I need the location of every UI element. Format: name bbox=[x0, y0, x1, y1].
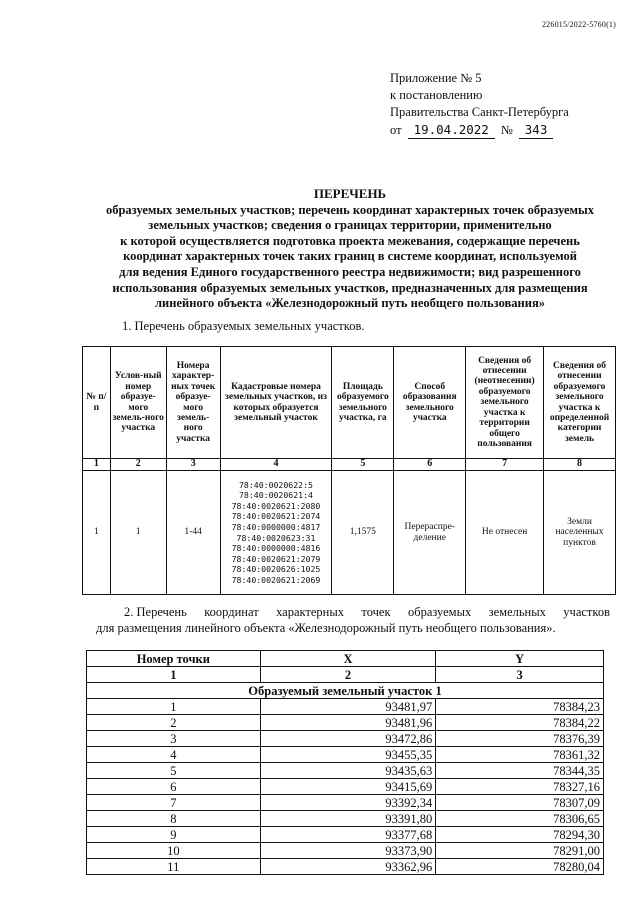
table-header-row bbox=[83, 347, 616, 459]
column-number: 3 bbox=[166, 459, 220, 471]
section-2-title bbox=[96, 604, 610, 636]
title-line: к которой осуществляется подготовка проекта межевания, содержащие перечень bbox=[120, 233, 580, 248]
y-value: 78306,65 bbox=[436, 811, 604, 827]
title-word: характерных bbox=[276, 605, 345, 619]
title-line: линейного объекта «Железнодорожный путь необщего пользования» bbox=[155, 296, 545, 311]
header-cell: Кадастровые номера земельных участков, из которых образуется земельный участок bbox=[220, 347, 332, 459]
point-number: 6 bbox=[87, 779, 261, 795]
title-word: земельных bbox=[488, 605, 546, 619]
y-value: 78361,32 bbox=[436, 747, 604, 763]
table-row bbox=[87, 859, 604, 875]
appendix-block bbox=[390, 70, 569, 139]
y-value: 78291,00 bbox=[436, 843, 604, 859]
x-value: 93481,96 bbox=[260, 715, 436, 731]
title-word: участков bbox=[563, 605, 610, 619]
y-value: 78344,35 bbox=[436, 763, 604, 779]
table-row bbox=[87, 811, 604, 827]
title-word: образуемых bbox=[407, 605, 472, 619]
column-number: 6 bbox=[394, 459, 466, 471]
table-row bbox=[87, 827, 604, 843]
section-1-title: 1. Перечень образуемых земельных участков. bbox=[122, 319, 365, 333]
section-2-line-2: для размещения линейного объекта «Железнодорожный путь необщего пользования». bbox=[96, 621, 556, 635]
cadastral-list bbox=[220, 471, 332, 595]
table-row bbox=[87, 715, 604, 731]
header-cell: № п/п bbox=[83, 347, 111, 459]
x-value: 93472,86 bbox=[260, 731, 436, 747]
x-value: 93435,63 bbox=[260, 763, 436, 779]
header-cell: Сведения об отнесении (неотнесении) образуемого земельного участка к территории общего пользования bbox=[466, 347, 544, 459]
formation-method: Перераспре-деление bbox=[394, 471, 466, 595]
x-value: 93373,90 bbox=[260, 843, 436, 859]
table-row bbox=[87, 843, 604, 859]
cadastral-number: 78:40:0020623:31 bbox=[236, 532, 316, 543]
point-number: 2 bbox=[87, 715, 261, 731]
number-label: № bbox=[500, 123, 513, 137]
point-number: 10 bbox=[87, 843, 261, 859]
x-value: 93391,80 bbox=[260, 811, 436, 827]
table-row bbox=[87, 699, 604, 715]
resolution-date: 19.04.2022 bbox=[408, 121, 495, 139]
point-number: 9 bbox=[87, 827, 261, 843]
coordinates-table bbox=[86, 650, 604, 875]
column-number: 2 bbox=[260, 667, 436, 683]
title-word: точек bbox=[361, 605, 391, 619]
column-number: 5 bbox=[332, 459, 394, 471]
section-2-line-1 bbox=[96, 604, 610, 620]
point-number: 5 bbox=[87, 763, 261, 779]
header-cell: Номера характер-ных точек образуе-мого земель-ного участка bbox=[166, 347, 220, 459]
y-value: 78384,23 bbox=[436, 699, 604, 715]
y-value: 78307,09 bbox=[436, 795, 604, 811]
cadastral-number: 78:40:0020626:1025 bbox=[231, 564, 321, 575]
header-cell: Способ образования земельного участка bbox=[394, 347, 466, 459]
header-cell: Услов-ный номер образуе-мого земель-ного участка bbox=[110, 347, 166, 459]
point-number: 8 bbox=[87, 811, 261, 827]
title-word: координат bbox=[204, 605, 259, 619]
appendix-resolution: к постановлению bbox=[390, 88, 483, 102]
cadastral-number: 78:40:0020621:2069 bbox=[231, 574, 321, 585]
point-number: 1 bbox=[87, 699, 261, 715]
title-line: использования образуемых земельных участков, предназначенных для размещения bbox=[112, 280, 588, 295]
table-row bbox=[87, 795, 604, 811]
cadastral-number: 78:40:0000000:4816 bbox=[231, 543, 321, 554]
cadastral-number: 78:40:0020621:2079 bbox=[231, 553, 321, 564]
table-row bbox=[83, 471, 616, 595]
table-row bbox=[87, 731, 604, 747]
cadastral-number: 78:40:0000000:4817 bbox=[231, 521, 321, 532]
point-number: 3 bbox=[87, 731, 261, 747]
public-use-status: Не отнесен bbox=[466, 471, 544, 595]
column-number: 3 bbox=[436, 667, 604, 683]
column-number: 7 bbox=[466, 459, 544, 471]
column-number: 1 bbox=[87, 667, 261, 683]
document-title bbox=[80, 186, 620, 312]
title-word: 2. Перечень bbox=[124, 605, 187, 619]
land-category: Земли населенных пунктов bbox=[544, 471, 616, 595]
point-number: 7 bbox=[87, 795, 261, 811]
cadastral-number: 78:40:0020621:2080 bbox=[231, 500, 321, 511]
x-value: 93362,96 bbox=[260, 859, 436, 875]
x-value: 93415,69 bbox=[260, 779, 436, 795]
y-value: 78384,22 bbox=[436, 715, 604, 731]
header-x: X bbox=[260, 651, 436, 667]
y-value: 78294,30 bbox=[436, 827, 604, 843]
title-line: земельных участков; сведения о границах территории, применительно bbox=[148, 218, 552, 233]
appendix-title: Приложение № 5 bbox=[390, 71, 482, 85]
column-number: 8 bbox=[544, 459, 616, 471]
document-id: 226015/2022-5760(1) bbox=[541, 20, 616, 29]
y-value: 78376,39 bbox=[436, 731, 604, 747]
cadastral-number: 78:40:0020621:2074 bbox=[231, 511, 321, 522]
row-number: 1 bbox=[83, 471, 111, 595]
table-row bbox=[87, 763, 604, 779]
conditional-number: 1 bbox=[110, 471, 166, 595]
appendix-date-line bbox=[390, 121, 569, 139]
column-number: 4 bbox=[220, 459, 332, 471]
from-label: от bbox=[390, 123, 402, 137]
column-number-row bbox=[87, 667, 604, 683]
land-plots-table bbox=[82, 346, 616, 595]
y-value: 78280,04 bbox=[436, 859, 604, 875]
title-heading: ПЕРЕЧЕНЬ bbox=[313, 186, 387, 201]
table-row bbox=[87, 747, 604, 763]
header-cell: Площадь образуемого земельного участка, га bbox=[332, 347, 394, 459]
header-y: Y bbox=[436, 651, 604, 667]
x-value: 93481,97 bbox=[260, 699, 436, 715]
header-cell: Сведения об отнесении образуемого земельного участка к определенной категории земель bbox=[544, 347, 616, 459]
title-line: образуемых земельных участков; перечень координат характерных точек образуемых bbox=[105, 202, 595, 217]
title-line: для ведения Единого государственного реестра недвижимости; вид разрешенного bbox=[119, 264, 581, 279]
x-value: 93377,68 bbox=[260, 827, 436, 843]
column-number: 1 bbox=[83, 459, 111, 471]
x-value: 93392,34 bbox=[260, 795, 436, 811]
x-value: 93455,35 bbox=[260, 747, 436, 763]
column-number: 2 bbox=[110, 459, 166, 471]
appendix-government: Правительства Санкт-Петербурга bbox=[390, 105, 569, 119]
point-number: 11 bbox=[87, 859, 261, 875]
table-row bbox=[87, 779, 604, 795]
table-header-row bbox=[87, 651, 604, 667]
cadastral-number: 78:40:0020622:5 bbox=[239, 479, 313, 490]
plot-subheader-row bbox=[87, 683, 604, 699]
resolution-number: 343 bbox=[519, 121, 554, 139]
plot-subheader: Образуемый земельный участок 1 bbox=[87, 683, 604, 699]
cadastral-number: 78:40:0020621:4 bbox=[239, 490, 313, 501]
column-number-row bbox=[83, 459, 616, 471]
title-line: координат характерных точек таких границ в системе координат, используемой bbox=[123, 249, 577, 264]
point-number: 4 bbox=[87, 747, 261, 763]
y-value: 78327,16 bbox=[436, 779, 604, 795]
header-point-number: Номер точки bbox=[87, 651, 261, 667]
point-range: 1-44 bbox=[166, 471, 220, 595]
plot-area: 1,1575 bbox=[332, 471, 394, 595]
